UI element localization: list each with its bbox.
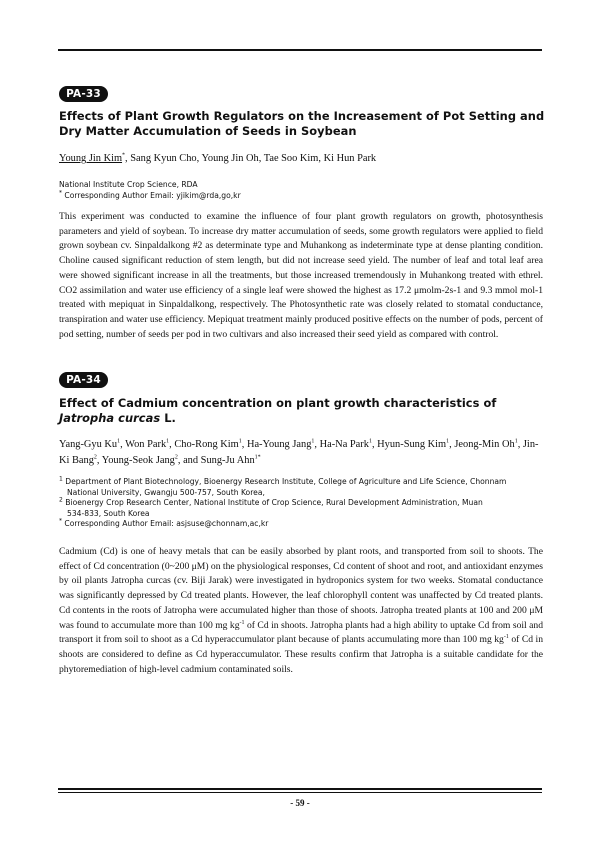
pa34-author-mark: 1 (514, 438, 518, 445)
pa34-abstract-sup2: -1 (503, 634, 509, 641)
pa34-author-mark: 1 (238, 438, 242, 445)
pa34-author-name: Ha-Na Park (319, 439, 369, 450)
bottom-rule-thin (58, 792, 542, 793)
pa33-corresponding-mark: * (59, 188, 62, 196)
pa34-author-mark: 1* (254, 454, 261, 461)
pa34-author-separator: , (314, 439, 320, 450)
pa34-author-separator: , (96, 455, 102, 466)
pa34-author-name: Young-Seok Jang (101, 455, 175, 466)
pa34-abstract-part2: of Cd in shoots. Jatropha plants had a high ability to uptake Cd from soil and transport it from soil to shoot as a Cd hyperaccumulator plant because of plants accumulating more than 100 mg kg (59, 619, 544, 646)
pa34-affil2-line2: 534-833, South Korea (67, 508, 150, 518)
pa34-author-name: Won Park (125, 439, 167, 450)
pa34-affil2-mark: 2 (59, 496, 63, 504)
pa34-author-separator: , and (177, 455, 201, 466)
pa34-author-mark: 1 (311, 438, 315, 445)
pa33-authors (59, 151, 541, 167)
pa34-abstract-part3: of Cd in shoots are considered to define as Cd hyperaccumulator. These results confirm that Jatropha is a suitable candidate for the phytoremediation of high-level cadmium contaminated soils. (59, 634, 543, 675)
pa34-author-name: Ha-Young Jang (246, 439, 312, 450)
pa34-affiliation-1 (59, 477, 541, 488)
pa34-author-name: Sung-Ju Ahn (200, 455, 255, 466)
pa33-title: Effects of Plant Growth Regulators on the Increasement of Pot Setting and Dry Matter Accumulation of Seeds in Soybean (59, 109, 545, 138)
pa34-title-end: L. (160, 411, 176, 425)
bottom-rule (58, 788, 542, 790)
pa34-author-mark: 2 (93, 454, 97, 461)
pa34-title (59, 396, 545, 426)
pa34-author-name: Jin-Ki Bang (59, 439, 539, 466)
page-number: - 59 - (290, 798, 310, 808)
pa34-author-separator: , (120, 439, 126, 450)
pa34-author-separator: , (517, 439, 523, 450)
pa34-author-separator: , (371, 439, 378, 450)
pa34-author-separator: , (169, 439, 175, 450)
pa33-affiliation: National Institute Crop Science, RDA (59, 180, 198, 189)
pa34-author-separator: , (241, 439, 247, 450)
pa33-abstract: This experiment was conducted to examine the influence of four plant growth regulators on growth, photosynthesis parameters and yield of soybean. To increase dry matter accumulation of seeds, some growth regulators were applied to field grown soybean cv. Sinpaldalkong #2 as determinate type and Muhankong as indeterminate type at dense planting condition. Choline caused significant reduction of stem length, but did not increase seed yield. The number of leaf and total leaf area were showed significant increase in all the treatments, but those increased tremendously in Muhankong treated with ethrel. CO2 assimilation and water use efficiency of a single leaf were showed the highest as 17.2 μmolm-2s-1 and 9.3 mmol mol-1 treated with mepiquat in Sinpaldalkong, respectively. The Photosynthetic rate was closely related to stomatal conductance, transpiration and water use efficiency. Mepiquat treatment mainly produced positive effects on the number of pods, percent of pod setting, number of seeds per pod in two cultivars and also increased their seed yield as compared with control. (59, 211, 543, 340)
pa34-author-mark: 1 (117, 438, 121, 445)
pa34-corresponding (59, 519, 541, 530)
pa33-other-authors: , Sang Kyun Cho, Young Jin Oh, Tae Soo Kim, Ki Hun Park (125, 153, 377, 164)
pa34-abstract-sup1: -1 (239, 619, 245, 626)
pa34-affil2-line1: Bioenergy Crop Research Center, National Institute of Crop Science, Rural Development Administration, Muan (65, 498, 483, 507)
top-rule (58, 49, 542, 51)
pa34-author-name: Yang-Gyu Ku (59, 439, 118, 450)
pa33-author-mark: * (122, 152, 126, 159)
pa34-affiliation-block (59, 477, 541, 530)
pa34-abstract (59, 545, 543, 677)
pa34-affiliation-2 (59, 498, 541, 509)
pa34-author-separator: , (449, 439, 455, 450)
pa34-author-name: Jeong-Min Oh (454, 439, 515, 450)
pa33-presenting-author: Young Jin Kim (59, 153, 123, 164)
pa33-affiliation-block (59, 180, 541, 201)
pa34-author-name: Hyun-Sung Kim (377, 439, 447, 450)
pa34-authors (59, 437, 541, 469)
pa34-corresponding-email: Corresponding Author Email: asjsuse@chonnam,ac,kr (64, 519, 269, 528)
pa34-author-mark: 1 (446, 438, 450, 445)
pa34-abstract-part1: Cadmium (Cd) is one of heavy metals that can be easily absorbed by plant roots, and transported from soil to shoots. The effect of Cd concentration (0~200 μM) on the physiological responses, Cd content of shoot and root, and antioxidant enzymes by oil plants Jatropha curcas (cv. Biji Jarak) were investigated in hydroponics system for two weeks. Stomatal conductance was significantly depressed by Cd treated plants. However, the leaf chlorophyll content was unaffected by Cd treated plants. Cd contents in the roots of Jatropha were accumulated higher than those of shoots. Jatropha treated plants at 100 and 200 μM was found to accumulate more than 100 mg kg (59, 546, 543, 631)
pa34-author-name: Cho-Rong Kim (174, 439, 239, 450)
pa34-title-species: Jatropha curcas (59, 411, 161, 425)
pa34-author-mark: 1 (166, 438, 170, 445)
pa33-corresponding-email: Corresponding Author Email: yjikim@rda,go,kr (64, 190, 241, 200)
pa34-author-mark: 1 (368, 438, 372, 445)
pa33-corresponding (59, 188, 541, 202)
pa34-title-main: Effect of Cadmium concentration on plant growth characteristics of (59, 396, 497, 410)
pa34-affil1-line1: Department of Plant Biotechnology, Bioenergy Research Institute, College of Agriculture and Life Science, Chonnam (65, 477, 507, 486)
pa34-corresponding-mark: * (59, 517, 62, 525)
pa34-affil1-line2: National University, Gwangju 500-757, South Korea, (67, 487, 265, 497)
pa34-author-mark: 2 (174, 454, 178, 461)
pa33-badge: PA-33 (59, 86, 108, 102)
pa34-badge: PA-34 (59, 372, 108, 388)
pa34-affil1-mark: 1 (59, 475, 63, 483)
